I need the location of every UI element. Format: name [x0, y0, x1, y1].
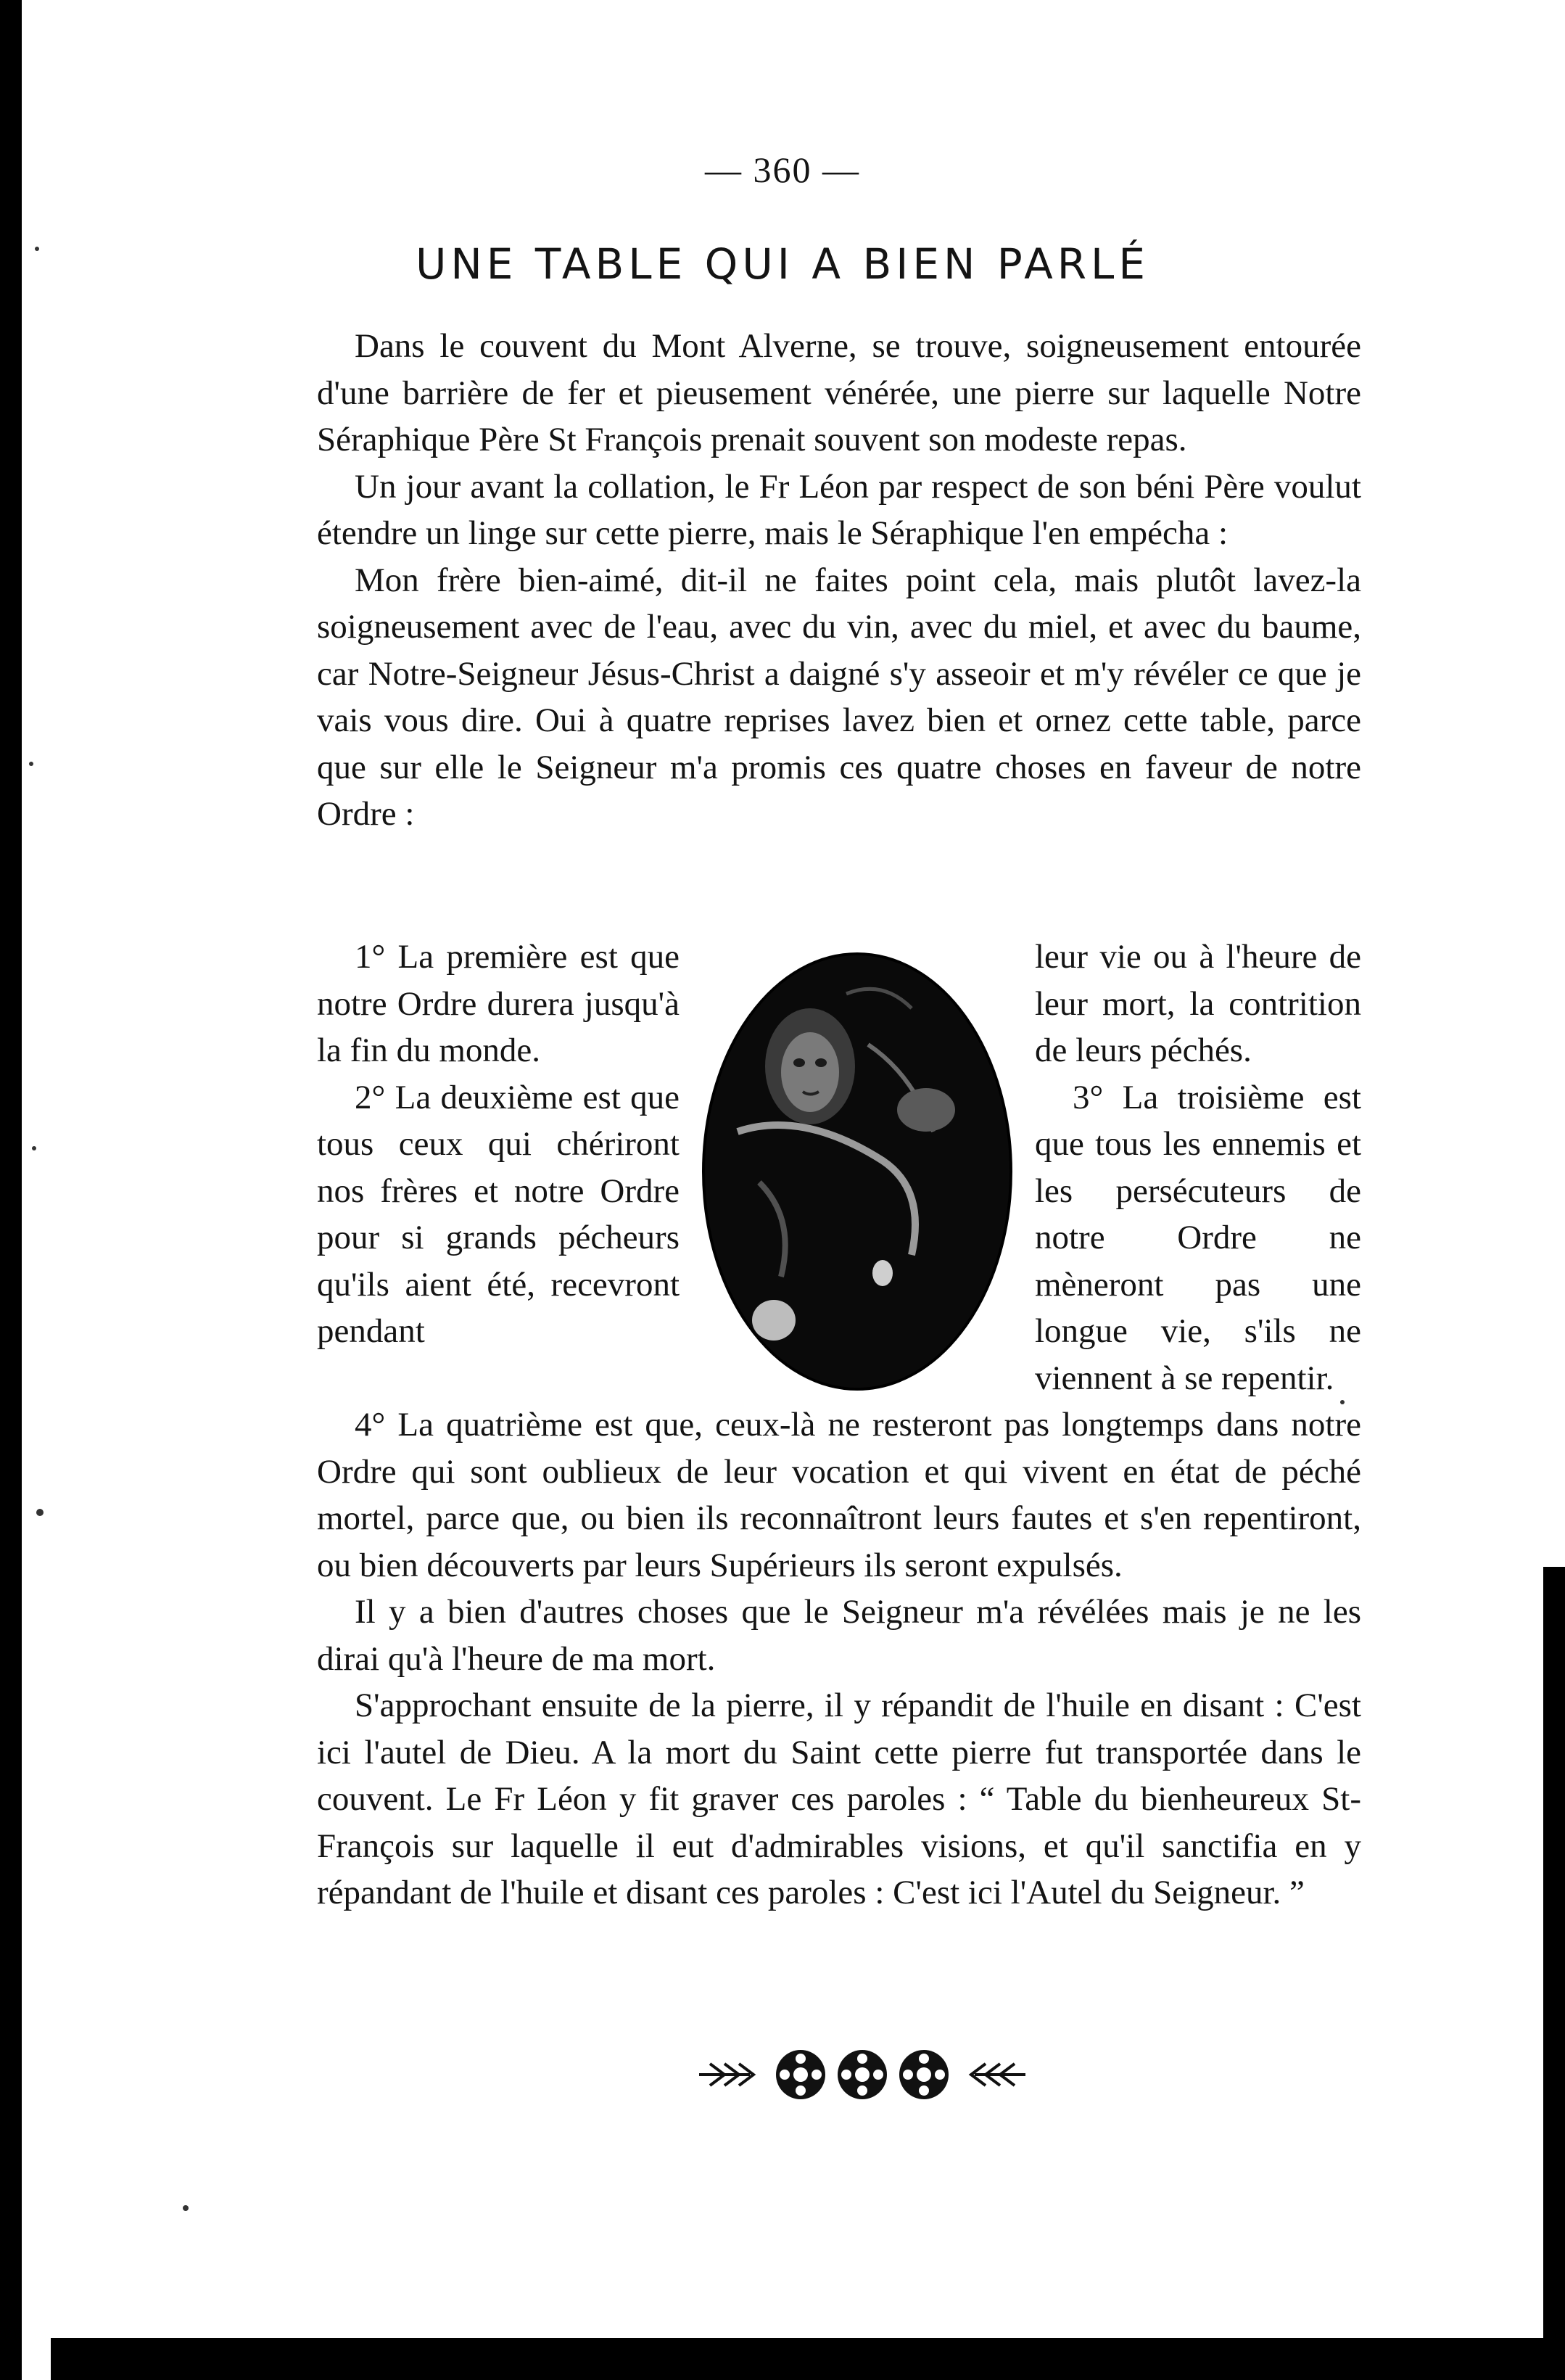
scan-speck: [29, 762, 33, 766]
paragraph: Un jour avant la collation, le Fr Léon par respect de son béni Père voulut étendre un linge sur cette pierre, mais le Séraphique l'en empécha :: [317, 467, 1361, 552]
column-paragraph: leur vie ou à l'heure de leur mort, la contrition de leurs péchés.: [1035, 938, 1361, 1069]
paragraph: Dans le couvent du Mont Alverne, se trouve, soigneusement entourée d'une barrière de fer et pieusement vénérée, une pierre sur laquelle Notre Séraphique Père St François prenait souvent son modeste repas.: [317, 327, 1361, 458]
body-text-continued: [317, 1401, 1361, 1916]
left-column: [317, 934, 680, 1355]
decorative-fleuron-icon: [692, 2046, 1033, 2104]
right-column: [1035, 934, 1361, 1401]
body-text: [317, 323, 1361, 838]
saint-portrait-image: [694, 943, 1020, 1400]
scan-edge-right: [1543, 1567, 1565, 2380]
scan-speck: [183, 2205, 189, 2211]
column-paragraph: 3° La troisième est que tous les ennemis et les persécuteurs de notre Ordre ne mèneront pas une longue vie, s'ils ne viennent à se repentir.: [1035, 1078, 1361, 1397]
page-title: UNE TABLE QUI A BIEN PARLÉ: [415, 239, 1150, 289]
page-number: — 360 —: [705, 149, 860, 190]
paragraph: Mon frère bien-aimé, dit-il ne faites point cela, mais plutôt lavez-la soigneusement avec de l'eau, avec du vin, avec du miel, et avec du baume, car Notre-Seigneur Jésus-Christ a daigné s'y asseoir et m'y révéler ce que je vais vous dire. Oui à quatre reprises lavez bien et ornez cette table, parce que sur elle le Seigneur m'a promis ces quatre choses en faveur de notre Ordre :: [317, 561, 1361, 833]
paragraph: Il y a bien d'autres choses que le Seigneur m'a révélées mais je ne les dirai qu'à l'heure de ma mort.: [317, 1593, 1361, 1678]
scan-edge-left: [0, 0, 22, 2380]
paragraph: 4° La quatrième est que, ceux-là ne resteront pas longtemps dans notre Ordre qui sont oublieux de leur vocation et qui vivent en état de péché mortel, parce que, ou bien ils reconnaîtront leurs fautes et s'en repentiront, ou bien découverts par leurs Supérieurs ils seront expulsés.: [317, 1406, 1361, 1584]
column-paragraph: 2° La deuxième est que tous ceux qui chériront nos frères et notre Ordre pour si grands pécheurs qu'ils aient été, recevront pendant: [317, 1078, 680, 1350]
column-paragraph: 1° La première est que notre Ordre durera jusqu'à la fin du monde.: [317, 938, 680, 1069]
scan-speck: [36, 1509, 44, 1516]
scan-speck: [32, 1146, 36, 1150]
scan-edge-bottom: [51, 2338, 1565, 2380]
paragraph: S'approchant ensuite de la pierre, il y répandit de l'huile en disant : C'est ici l'autel de Dieu. A la mort du Saint cette pierre fut transportée dans le couvent. Le Fr Léon y fit graver ces paroles : “ Table du bienheureux St-François sur laquelle il eut d'admirables visions, et qu'il sanctifia en y répandant de l'huile et disant ces paroles : C'est ici l'Autel du Seigneur. ”: [317, 1687, 1361, 1911]
